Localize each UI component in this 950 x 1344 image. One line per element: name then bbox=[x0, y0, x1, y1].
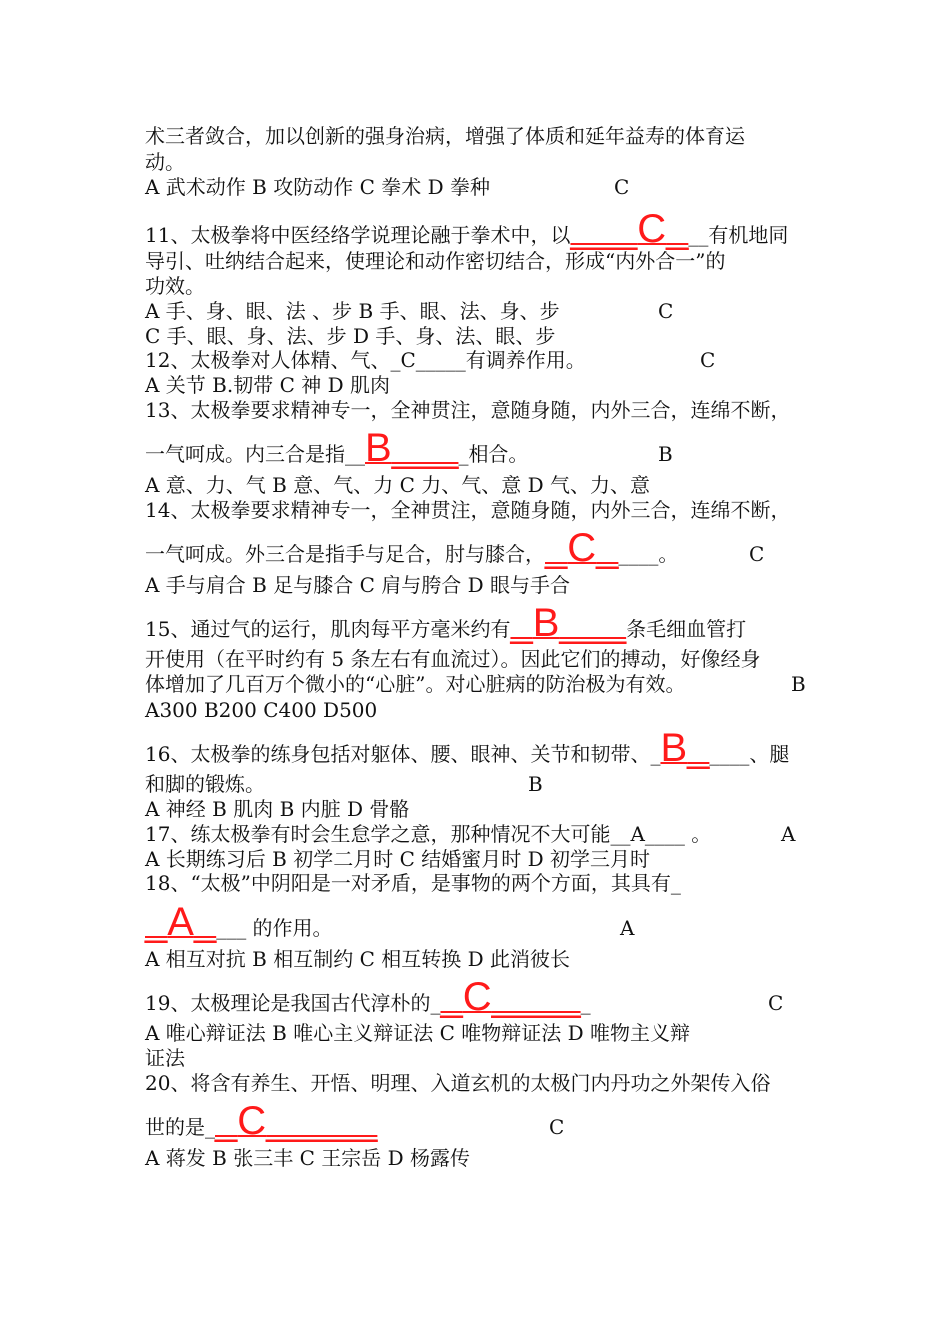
answer-label: C bbox=[658, 299, 674, 323]
options-line: A 意、力、气 B 意、气、力 C 力、气、意 D 气、力、意 bbox=[145, 473, 650, 497]
text-line: 13、太极拳要求精神专一，全神贯注，意随身随，内外三合，连绵不断， bbox=[145, 398, 791, 422]
handwritten-answer-mark: A bbox=[167, 900, 194, 944]
stem-text: __有机地同 bbox=[688, 223, 789, 247]
answer-blank: B___ bbox=[365, 426, 459, 470]
options-line: A 手、身、眼、法 、步 B 手、眼、法、身、步 bbox=[145, 299, 560, 323]
stem-text: 条毛细血管打 bbox=[626, 617, 747, 641]
answer-label: A bbox=[620, 916, 635, 940]
options-line: A 手与肩合 B 足与膝合 C 肩与胯合 D 眼与手合 bbox=[145, 573, 570, 597]
question-14-stem bbox=[145, 526, 679, 572]
stem-text: _ bbox=[580, 991, 591, 1015]
text-line: 开使用（在平时约有 5 条左右有血流过）。因此它们的搏动，好像经身 bbox=[145, 647, 761, 671]
stem-text: ____、腿 bbox=[709, 742, 790, 766]
answer-blank: _C_____ bbox=[215, 1099, 378, 1143]
answer-label: C bbox=[768, 991, 784, 1015]
answer-label: B bbox=[658, 442, 673, 466]
answer-label: C bbox=[749, 542, 765, 566]
answer-blank: _C____ bbox=[440, 975, 581, 1019]
stem-text: 一气呵成。内三合是指__ bbox=[145, 442, 365, 466]
answer-label: B bbox=[528, 772, 543, 796]
stem-text: 15、通过气的运行，肌肉每平方毫米约有 bbox=[145, 617, 511, 641]
handwritten-answer-mark: B bbox=[532, 601, 560, 645]
stem-text: 19、太极理论是我国古代淳朴的_ bbox=[145, 991, 441, 1015]
options-line: A 关节 B.韧带 C 神 D 肌肉 bbox=[145, 373, 390, 397]
text-line: 14、太极拳要求精神专一，全神贯注，意随身随，内外三合，连绵不断， bbox=[145, 498, 791, 522]
handwritten-answer-mark: C bbox=[462, 975, 492, 1019]
handwritten-answer-mark: C bbox=[637, 207, 667, 251]
stem-text: 一气呵成。外三合是指手与足合，肘与膝合， bbox=[145, 542, 545, 566]
question-20-stem bbox=[145, 1099, 378, 1145]
handwritten-answer-mark: B bbox=[365, 426, 392, 470]
handwritten-answer-mark: B bbox=[660, 726, 688, 770]
stem-text: 11、太极拳将中医经络学说理论融于拳术中，以 bbox=[145, 223, 571, 247]
answer-label: C bbox=[614, 175, 630, 199]
answer-label: A bbox=[781, 822, 796, 846]
text-line: 和脚的锻炼。 bbox=[145, 772, 265, 796]
options-line: A 武术动作 B 攻防动作 C 拳术 D 拳种 bbox=[145, 175, 490, 199]
options-line: 证法 bbox=[145, 1046, 185, 1070]
stem-text: ___ 的作用。 bbox=[216, 916, 333, 940]
options-line: A300 B200 C400 D500 bbox=[145, 698, 378, 722]
answer-label: C bbox=[549, 1115, 565, 1139]
answer-blank: _B___ bbox=[510, 601, 627, 645]
question-11-stem bbox=[145, 207, 789, 253]
answer-blank: _C_ bbox=[545, 526, 619, 570]
text-line: 18、“太极”中阴阳是一对矛盾，是事物的两个方面，其具有_ bbox=[145, 871, 681, 895]
stem-text: ____。 bbox=[618, 542, 679, 566]
stem-text: 16、太极拳的练身包括对躯体、腰、眼神、关节和韧带、_ bbox=[145, 742, 661, 766]
question-19-stem bbox=[145, 975, 591, 1021]
answer-blank: ___C_ bbox=[570, 207, 689, 251]
options-line: A 唯心辩证法 B 唯心主义辩证法 C 唯物辩证法 D 唯物主义辩 bbox=[145, 1021, 690, 1045]
text-line: 动。 bbox=[145, 150, 185, 174]
question-17-stem: 17、练太极拳有时会生怠学之意，那种情况不大可能__A____ 。 bbox=[145, 822, 712, 846]
options-line: C 手、眼、身、法、步 D 手、身、法、眼、步 bbox=[145, 324, 556, 348]
question-13-stem bbox=[145, 426, 529, 472]
text-line: 体增加了几百万个微小的“心脏”。对心脏病的防治极为有效。 bbox=[145, 672, 686, 696]
question-16-stem bbox=[145, 726, 790, 772]
answer-blank: B_ bbox=[660, 726, 710, 770]
answer-blank: _A_ bbox=[145, 900, 217, 944]
options-line: A 相互对抗 B 相互制约 C 相互转换 D 此消彼长 bbox=[145, 947, 570, 971]
handwritten-answer-mark: C bbox=[237, 1099, 267, 1143]
text-line: 术三者敛合，加以创新的强身治病，增强了体质和延年益寿的体育运 bbox=[145, 124, 745, 148]
text-line: 导引、吐纳结合起来，使理论和动作密切结合，形成“内外合一”的 bbox=[145, 249, 726, 273]
stem-text: _相合。 bbox=[458, 442, 529, 466]
text-line: 功效。 bbox=[145, 274, 205, 298]
stem-text: 世的是_ bbox=[145, 1115, 215, 1139]
question-18-stem bbox=[145, 900, 333, 946]
answer-label: B bbox=[791, 672, 806, 696]
text-line: 20、将含有养生、开悟、明理、入道玄机的太极门内丹功之外架传入俗 bbox=[145, 1071, 771, 1095]
options-line: A 蒋发 B 张三丰 C 王宗岳 D 杨露传 bbox=[145, 1146, 470, 1170]
question-12-stem: 12、太极拳对人体精、气、_C_____有调养作用。 bbox=[145, 348, 586, 372]
answer-label: C bbox=[700, 348, 716, 372]
options-line: A 神经 B 肌肉 B 内脏 D 骨骼 bbox=[145, 797, 410, 821]
options-line: A 长期练习后 B 初学二月时 C 结婚蜜月时 D 初学三月时 bbox=[145, 847, 650, 871]
question-15-stem bbox=[145, 601, 747, 647]
handwritten-answer-mark: C bbox=[567, 526, 597, 570]
